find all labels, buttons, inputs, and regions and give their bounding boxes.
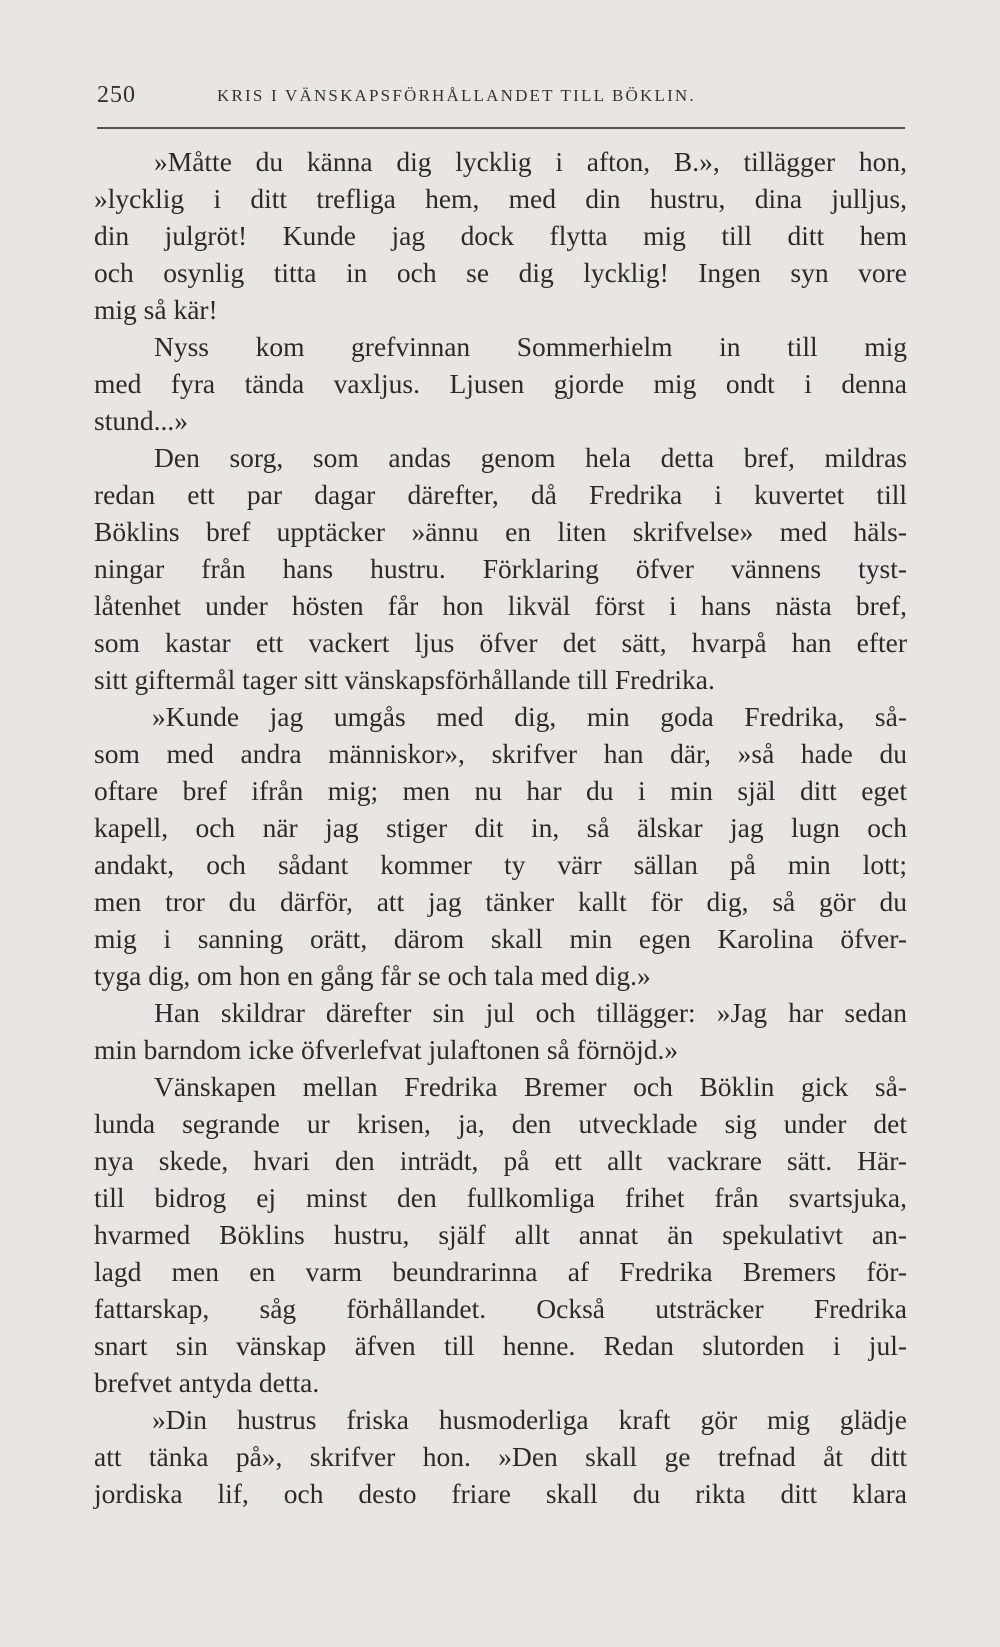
text-line: och osynlig titta in och se dig lycklig! Ingen syn vore <box>94 257 907 288</box>
page-number: 250 <box>97 82 136 108</box>
text-line: »Din hustrus friska husmoderliga kraft gör mig glädje <box>152 1404 907 1435</box>
text-line: mig så kär! <box>94 294 218 325</box>
text-line: brefvet antyda detta. <box>94 1367 320 1398</box>
text-line: mig i sanning orätt, därom skall min egen Karolina öfver- <box>94 923 907 954</box>
text-line: snart sin vänskap äfven till henne. Redan slutorden i jul- <box>94 1330 907 1361</box>
running-head: KRIS I VÄNSKAPSFÖRHÅLLANDET TILL BÖKLIN. <box>217 86 696 105</box>
text-line: med fyra tända vaxljus. Ljusen gjorde mig ondt i denna <box>94 368 907 399</box>
paragraph <box>94 1068 907 1401</box>
text-line: Böklins bref upptäcker »ännu en liten skrifvelse» med häls- <box>94 516 907 547</box>
text-line: kapell, och när jag stiger dit in, så älskar jag lugn och <box>94 812 907 843</box>
paragraph <box>94 1401 907 1512</box>
header-rule <box>97 127 905 129</box>
text-line: som kastar ett vackert ljus öfver det sätt, hvarpå han efter <box>94 627 907 658</box>
text-line: Nyss kom grefvinnan Sommerhielm in till mig <box>154 331 907 362</box>
page-header <box>97 82 905 122</box>
text-line: Han skildrar därefter sin jul och tillägger: »Jag har sedan <box>154 997 907 1028</box>
paragraph <box>94 994 907 1068</box>
text-line: sitt giftermål tager sitt vänskapsförhållande till Fredrika. <box>94 664 715 695</box>
text-line: att tänka på», skrifver hon. »Den skall ge trefnad åt ditt <box>94 1441 907 1472</box>
text-line: Vänskapen mellan Fredrika Bremer och Böklin gick så- <box>154 1071 907 1102</box>
paragraph <box>94 698 907 994</box>
text-line: lunda segrande ur krisen, ja, den utvecklade sig under det <box>94 1108 907 1139</box>
text-line: andakt, och sådant kommer ty värr sällan på min lott; <box>94 849 907 880</box>
text-line: Den sorg, som andas genom hela detta bref, mildras <box>154 442 907 473</box>
text-line: din julgröt! Kunde jag dock flytta mig till ditt hem <box>94 220 907 251</box>
text-line: jordiska lif, och desto friare skall du rikta ditt klara <box>94 1478 907 1509</box>
paragraph <box>94 328 907 439</box>
text-line: fattarskap, såg förhållandet. Också utsträcker Fredrika <box>94 1293 907 1324</box>
text-line: nya skede, hvari den inträdt, på ett allt vackrare sätt. Här- <box>94 1145 907 1176</box>
text-line: min barndom icke öfverlefvat julaftonen så förnöjd.» <box>94 1034 679 1065</box>
text-line: men tror du därför, att jag tänker kallt för dig, så gör du <box>94 886 907 917</box>
body-text <box>94 143 907 1512</box>
paragraph <box>94 439 907 698</box>
text-line: låtenhet under hösten får hon likväl först i hans nästa bref, <box>94 590 907 621</box>
text-line: stund...» <box>94 405 188 436</box>
text-line: tyga dig, om hon en gång får se och tala med dig.» <box>94 960 651 991</box>
text-line: ningar från hans hustru. Förklaring öfver vännens tyst- <box>94 553 907 584</box>
text-line: »lycklig i ditt trefliga hem, med din hustru, dina julljus, <box>94 183 907 214</box>
text-line: som med andra människor», skrifver han där, »så hade du <box>94 738 907 769</box>
text-line: redan ett par dagar därefter, då Fredrika i kuvertet till <box>94 479 907 510</box>
paragraph <box>94 143 907 328</box>
text-line: lagd men en varm beundrarinna af Fredrika Bremers för- <box>94 1256 907 1287</box>
text-line: hvarmed Böklins hustru, själf allt annat än spekulativt an- <box>94 1219 907 1250</box>
text-line: »Måtte du känna dig lycklig i afton, B.», tillägger hon, <box>154 146 907 177</box>
text-line: oftare bref ifrån mig; men nu har du i min själ ditt eget <box>94 775 907 806</box>
text-line: till bidrog ej minst den fullkomliga frihet från svartsjuka, <box>94 1182 907 1213</box>
text-line: »Kunde jag umgås med dig, min goda Fredrika, så- <box>152 701 907 732</box>
